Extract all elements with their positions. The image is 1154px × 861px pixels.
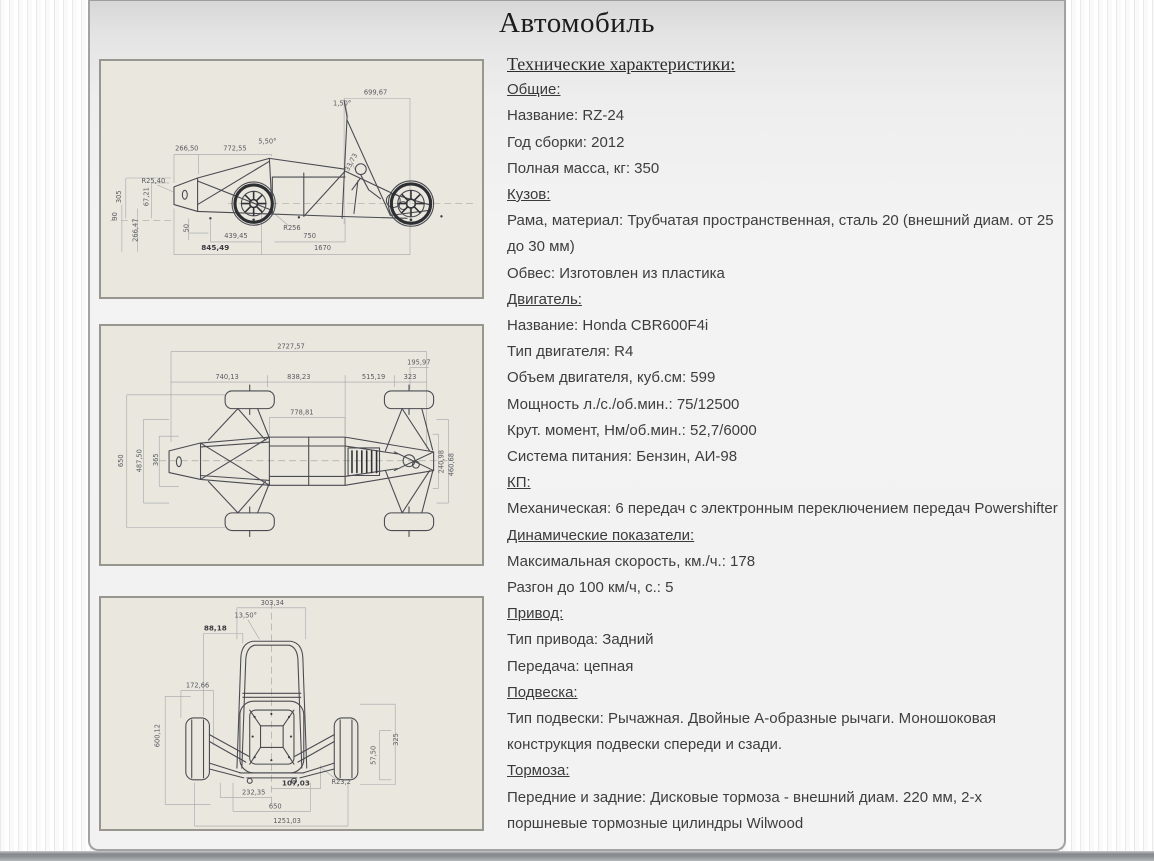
spec-line: Название: RZ-24: [507, 107, 625, 125]
wheels-front-view: [186, 718, 358, 780]
dimension-label: 50: [182, 223, 191, 233]
dimension-label: 240,98: [437, 450, 446, 474]
section-heading-0: Общие:: [507, 81, 561, 99]
spec-line: Мощность л./с./об.мин.: 75/12500: [507, 395, 740, 413]
section-heading-7: Тормоза:: [507, 762, 570, 780]
dimension-label: 515,19: [361, 373, 386, 382]
dimension-label: 172,66: [185, 681, 210, 690]
specs-column: [507, 51, 1059, 837]
dimension-label: 13,50°: [234, 611, 258, 620]
dimension-label: 107,03: [281, 778, 310, 788]
content-panel: [88, 0, 1066, 851]
spec-line: Разгон до 100 км/ч, с.: 5: [507, 579, 674, 597]
dimension-label: 740,13: [215, 373, 239, 382]
specs-sections: [507, 77, 1059, 837]
side-view-panel: [99, 59, 484, 299]
dimension-label: 600,12: [153, 723, 162, 748]
dimension-label: 772,55: [223, 144, 247, 153]
spec-line: Название: Honda CBR600F4i: [507, 317, 709, 335]
dimension-label: 323: [403, 373, 417, 382]
dimension-label: 650: [268, 802, 282, 811]
spec-line: Тип привода: Задний: [507, 631, 654, 649]
dimension-label: 1251,03: [273, 817, 301, 826]
spec-line: Год сборки: 2012: [507, 133, 625, 151]
dimension-label: 67,21: [142, 187, 151, 207]
dimension-label: R256: [283, 224, 301, 233]
spec-line: Тип подвески: Рычажная. Двойные А-образные рычаги. Моношоковая конструкция подвески спереди и сзади.: [507, 710, 997, 754]
dimension-label: 845,49: [201, 242, 230, 252]
front-view-drawing: [101, 598, 482, 829]
section-heading-2: Двигатель:: [507, 290, 582, 308]
dimension-lines: [165, 608, 395, 826]
dimension-label: R25,40: [141, 176, 166, 185]
dimension-label: R23,2: [331, 777, 351, 786]
dimension-label: 750: [303, 232, 317, 240]
dimension-label: 57,50: [369, 745, 378, 765]
dimension-label: 303,34: [260, 598, 285, 607]
spec-line: Система питания: Бензин, АИ-98: [507, 448, 738, 466]
dimension-label: 88,18: [203, 623, 227, 633]
spec-line: Рама, материал: Трубчатая пространственная, сталь 20 (внешний диам. от 25 до 30 мм): [507, 212, 1054, 256]
dimension-label: 439,45: [224, 232, 248, 240]
dimension-label: 1670: [313, 243, 331, 252]
spec-line: Передача: цепная: [507, 657, 634, 675]
bulkhead-bolts: [252, 713, 292, 761]
front-bulkhead: [240, 701, 304, 778]
dimension-label: 1,50°: [333, 99, 352, 108]
dimension-label: 325: [392, 733, 401, 746]
dimension-label: 365: [152, 453, 161, 467]
section-heading-1: Кузов:: [507, 186, 551, 204]
spec-line: Объем двигателя, куб.см: 599: [507, 369, 716, 387]
dimension-label: 650: [116, 454, 125, 468]
side-view-drawing: [101, 61, 482, 297]
dimension-label: 699,67: [363, 88, 388, 97]
specs-title: Технические характеристики:: [507, 54, 736, 74]
top-view-drawing: [101, 326, 482, 564]
dimension-label: 232,35: [241, 788, 266, 797]
dimension-label: 487,50: [135, 449, 144, 473]
dimension-label: 838,23: [287, 373, 311, 382]
section-heading-4: Динамические показатели:: [507, 526, 695, 544]
dimension-label: 2727,57: [277, 342, 305, 351]
spec-line: Крут. момент, Нм/об.мин.: 52,7/6000: [507, 421, 757, 439]
dimension-label: 90: [110, 212, 119, 221]
dimension-label: 266,47: [131, 218, 140, 242]
suspension-arms: [209, 735, 334, 784]
spec-line: Тип двигателя: R4: [507, 343, 634, 361]
dimension-label: 195,97: [407, 358, 431, 367]
dimension-label: 33,73: [343, 152, 360, 173]
front-view-panel: [99, 596, 484, 831]
dimension-label: 5,50°: [258, 137, 277, 146]
section-heading-6: Подвеска:: [507, 683, 578, 701]
page-title: Автомобиль: [499, 7, 655, 39]
top-view-panel: [99, 324, 484, 566]
roll-hoop-front: [237, 641, 307, 768]
dimension-label: 305: [114, 190, 123, 204]
spec-line: Механическая: 6 передач с электронным переключением передач Powershifter: [507, 500, 1058, 518]
spec-line: Максимальная скорость, км./ч.: 178: [507, 552, 756, 570]
dimension-label: 266,50: [175, 144, 199, 153]
section-heading-5: Привод:: [507, 605, 564, 623]
spec-line: Передние и задние: Дисковые тормоза - внешний диам. 220 мм, 2-х поршневые тормозные цилиндры Wilwood: [507, 788, 983, 832]
section-heading-3: КП:: [507, 474, 531, 492]
dimension-label: 778,81: [290, 408, 314, 417]
dimension-label: 460,68: [447, 452, 456, 477]
spec-line: Обвес: Изготовлен из пластика: [507, 264, 725, 282]
spec-line: Полная масса, кг: 350: [507, 159, 660, 177]
bottom-border-bar: [0, 851, 1154, 861]
